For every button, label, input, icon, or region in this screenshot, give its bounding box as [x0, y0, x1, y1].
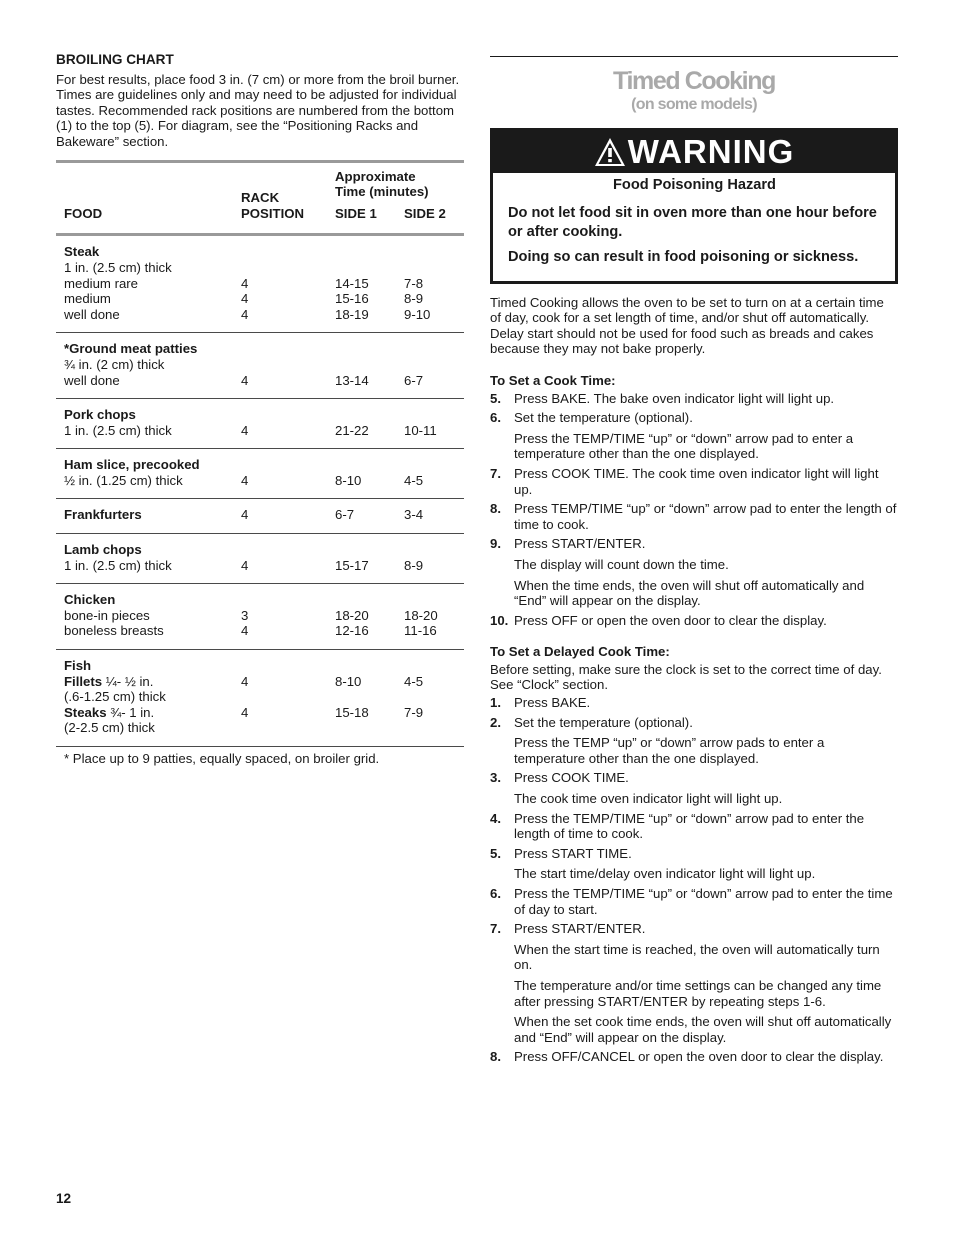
side2-cell: 3-4: [404, 499, 464, 534]
broiling-table: [56, 160, 464, 747]
side1-cell: 15-17: [335, 534, 404, 584]
timed-cooking-title: Timed Cooking: [613, 67, 775, 95]
rack-cell: 4: [241, 333, 335, 399]
timed-cooking-subtitle: (on some models): [631, 96, 757, 113]
timed-cooking-section: [490, 56, 898, 1069]
rack-cell: 4: [241, 499, 335, 534]
step-item: 6. Press the TEMP/TIME “up” or “down” arrow pad to enter the time of day to start.: [490, 886, 893, 917]
side1-cell: 6-7: [335, 499, 404, 534]
step-item: 10. Press OFF or open the oven door to clear the display.: [490, 612, 827, 628]
food-cell: Chicken bone-in pieces boneless breasts: [56, 584, 241, 650]
step-item: 3. Press COOK TIME. The cook time oven indicator light will light up.: [490, 770, 783, 807]
cook-time-heading: To Set a Cook Time:: [490, 372, 616, 388]
hazard-title: Food Poisoning Hazard: [613, 177, 776, 193]
rack-cell: 4: [241, 534, 335, 584]
rack-cell: 4: [241, 449, 335, 499]
step-item: 1. Press BAKE.: [490, 695, 591, 711]
table-row-steak: [56, 235, 464, 333]
side1-cell: 14-15 15-16 18-19: [335, 235, 404, 333]
rack-cell: 3 4: [241, 584, 335, 650]
side1-cell: 18-20 12-16: [335, 584, 404, 650]
table-row-ham: [56, 449, 464, 499]
side1-cell: 21-22: [335, 399, 404, 449]
side2-cell: 4-5 7-9: [404, 650, 464, 747]
warning-box: [490, 128, 898, 284]
header-side-1: SIDE 1: [335, 205, 377, 221]
step-item: 6. Set the temperature (optional). Press the TEMP/TIME “up” or “down” arrow pad to enter a temperature other than the one displayed.: [490, 410, 854, 462]
side2-cell: 8-9: [404, 534, 464, 584]
rack-cell: 4 4 4: [241, 235, 335, 333]
table-row-pork: [56, 399, 464, 449]
food-cell: Pork chops 1 in. (2.5 cm) thick: [56, 399, 241, 449]
side1-cell: 13-14: [335, 333, 404, 399]
step-item: 8. Press TEMP/TIME “up” or “down” arrow pad to enter the length of time to cook.: [490, 501, 897, 532]
warning-text-2: Doing so can result in food poisoning or sickness.: [508, 248, 859, 265]
warning-triangle-icon: [594, 137, 626, 167]
side2-cell: 4-5: [404, 449, 464, 499]
food-cell: Lamb chops 1 in. (2.5 cm) thick: [56, 534, 241, 584]
cook-time-steps: [490, 391, 898, 629]
food-cell: Ham slice, precooked ½ in. (1.25 cm) thick: [56, 449, 241, 499]
food-cell: *Ground meat patties ¾ in. (2 cm) thick well done: [56, 333, 241, 399]
table-row-frankfurters: [56, 499, 464, 534]
step-item: 5. Press START TIME. The start time/delay oven indicator light will light up.: [490, 845, 816, 882]
delayed-intro: Before setting, make sure the clock is set to the correct time of day. See “Clock” section.: [490, 661, 882, 693]
side1-cell: 8-10: [335, 449, 404, 499]
table-row-chicken: [56, 584, 464, 650]
header-food: FOOD: [64, 205, 103, 221]
page-number: 12: [56, 1191, 72, 1206]
step-item: 2. Set the temperature (optional). Press the TEMP “up” or “down” arrow pads to enter a temperature other than the one displayed.: [490, 714, 825, 766]
table-row-patties: [56, 333, 464, 399]
delayed-cook-steps: [490, 695, 898, 1065]
warning-label: WARNING: [627, 133, 795, 170]
broiling-chart-intro: For best results, place food 3 in. (7 cm) or more from the broil burner. Times are guidelines only and may need to be adjusted for individual tastes. Recommended rack positions are numbered from the bottom (1) to the top (5). For diagram, see the “Positioning Racks and Bakeware” section.: [56, 71, 460, 149]
step-item: 7. Press START/ENTER. When the start time is reached, the oven will automatically turn on. The temperature and/or time settings can be changed any time after pressing START/ENTER by repeating steps 1-6. When the set cook time ends, the oven will shut off automatically and “End” will appear on the display.: [490, 921, 892, 1045]
warning-text-1: Do not let food sit in oven more than one hour before or after cooking.: [508, 204, 877, 240]
step-item: 4. Press the TEMP/TIME “up” or “down” arrow pad to enter the length of time to cook.: [490, 810, 865, 842]
warning-body: [493, 173, 895, 281]
header-side-2: SIDE 2: [404, 205, 446, 221]
table-row-fish: [56, 650, 464, 747]
table-footnote: * Place up to 9 patties, equally spaced, on broiler grid.: [64, 751, 380, 766]
rack-cell: 4 4: [241, 650, 335, 747]
food-cell: Steak 1 in. (2.5 cm) thick medium rare medium well done: [56, 235, 241, 333]
step-item: 9. Press START/ENTER. The display will count down the time. When the time ends, the oven will shut off automatically and “End” will appear on the display.: [490, 536, 865, 609]
broiling-chart-title: BROILING CHART: [56, 52, 174, 67]
header-approx-time: Approximate Time (minutes): [335, 168, 429, 200]
broiling-chart-section: [56, 52, 464, 767]
section-divider: [490, 56, 898, 57]
side2-cell: 10-11: [404, 399, 464, 449]
food-cell: Fish Fillets ¼- ½ in. (.6-1.25 cm) thick Steaks ¾- 1 in. (2-2.5 cm) thick: [56, 650, 241, 747]
delayed-cook-time-heading: To Set a Delayed Cook Time:: [490, 644, 670, 660]
side2-cell: 6-7: [404, 333, 464, 399]
food-cell: Frankfurters: [56, 499, 241, 534]
table-row-lamb: [56, 534, 464, 584]
step-item: 7. Press COOK TIME. The cook time oven indicator light will light up.: [490, 465, 879, 497]
step-item: 8. Press OFF/CANCEL or open the oven door to clear the display.: [490, 1049, 884, 1065]
side2-cell: 7-8 8-9 9-10: [404, 235, 464, 333]
rack-cell: 4: [241, 399, 335, 449]
warning-header: [493, 131, 895, 173]
side1-cell: 8-10 15-18: [335, 650, 404, 747]
timed-cooking-intro: Timed Cooking allows the oven to be set to turn on at a certain time of day, cook for a set length of time, and/or shut off automatically. Delay start should not be used for food such as breads and cakes because they may not bake properly.: [490, 294, 884, 357]
header-rack-position: RACK POSITION: [241, 190, 305, 221]
side2-cell: 18-20 11-16: [404, 584, 464, 650]
step-item: 5. Press BAKE. The bake oven indicator light will light up.: [490, 390, 835, 406]
